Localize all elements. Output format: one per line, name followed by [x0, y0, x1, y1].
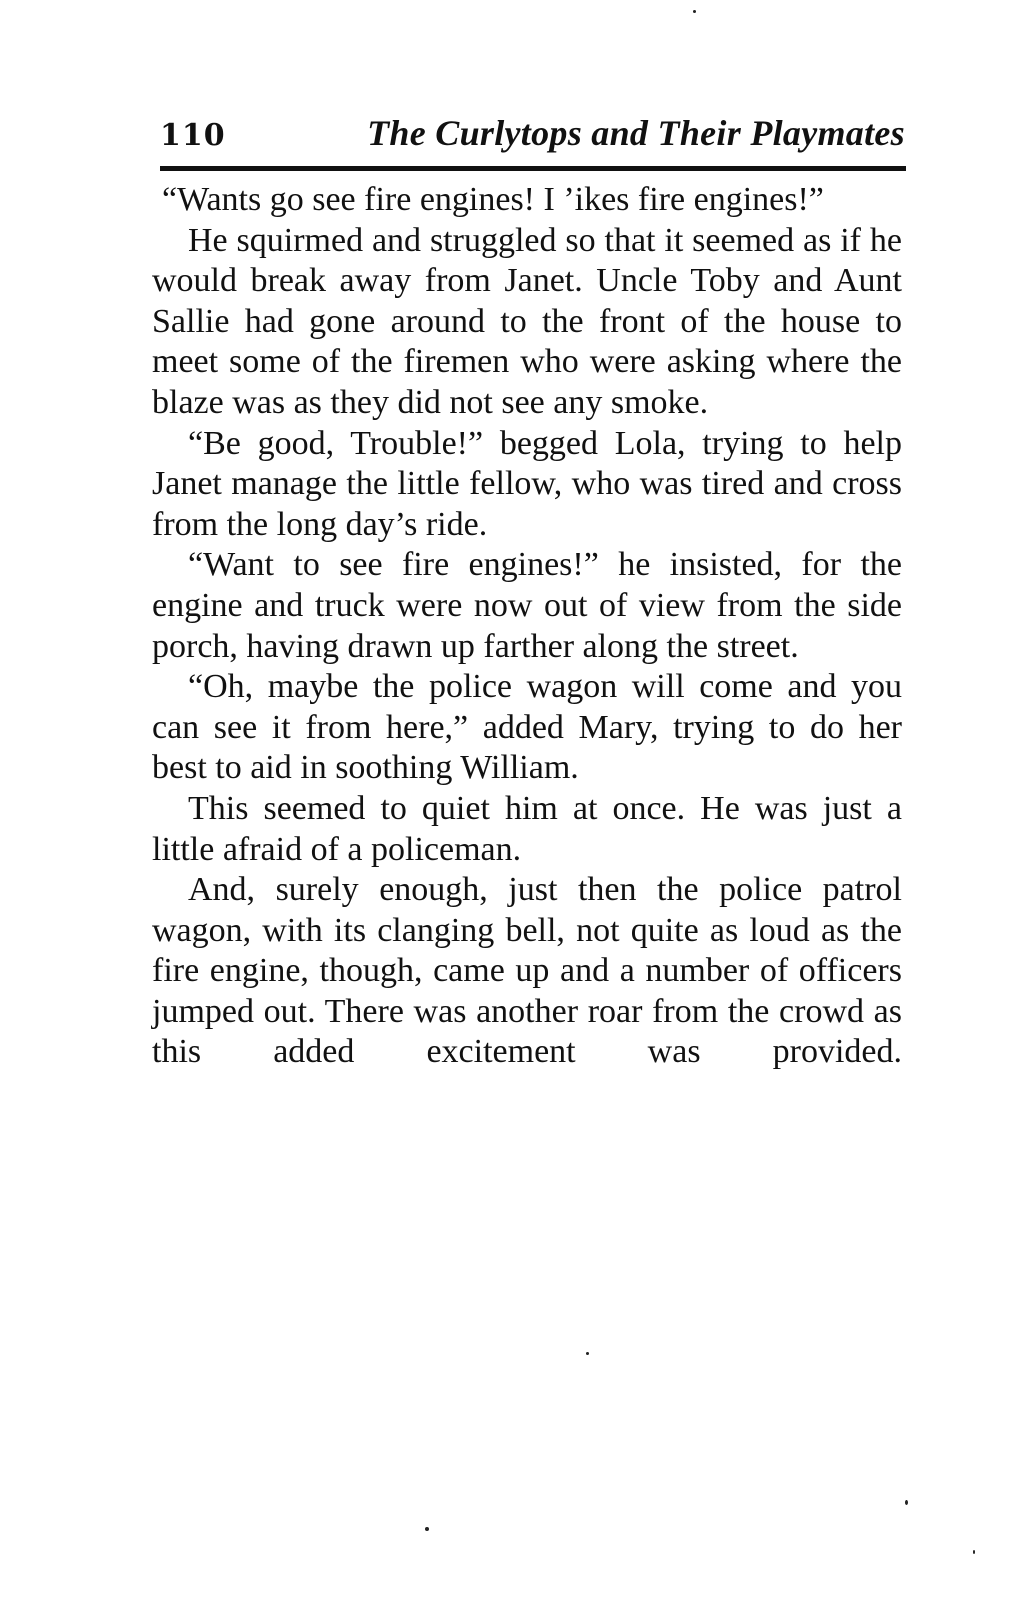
header-rule [160, 166, 906, 171]
paragraph: “Be good, Trouble!” begged Lola, trying to help Janet manage the little fellow, who was tired and cross from the long day’s ride. [152, 424, 902, 543]
paragraph: And, surely enough, just then the police patrol wagon, with its clanging bell, not quite as loud as the fire engine, though, came up and a number of officers jumped out. There was another roar from the crowd as this added excitement was provided. [152, 871, 902, 1071]
paragraph: “Wants go see fire engines! I ’ikes fire engines!” [162, 181, 824, 218]
scan-speck [586, 1352, 589, 1355]
body-text [152, 180, 902, 1073]
page-header [160, 112, 905, 164]
scan-speck [905, 1500, 908, 1505]
paragraph: “Oh, maybe the police wagon will come and you can see it from here,” added Mary, trying to do her best to aid in soothing William. [152, 668, 902, 787]
page-number: 110 [160, 118, 226, 153]
paragraph: “Want to see fire engines!” he insisted, for the engine and truck were now out of view from the side porch, having drawn up farther along the street. [152, 546, 902, 665]
paragraph: This seemed to quiet him at once. He was just a little afraid of a policeman. [152, 789, 902, 868]
paragraph: He squirmed and struggled so that it seemed as if he would break away from Janet. Uncle Toby and Aunt Sallie had gone around to the front of the house to meet some of the firemen who were asking where the blaze was as they did not see any smoke. [152, 221, 902, 421]
scan-speck [425, 1527, 429, 1531]
scan-speck [973, 1550, 975, 1554]
scan-speck [693, 10, 696, 13]
running-head-title: The Curlytops and Their Playmates [367, 113, 905, 153]
